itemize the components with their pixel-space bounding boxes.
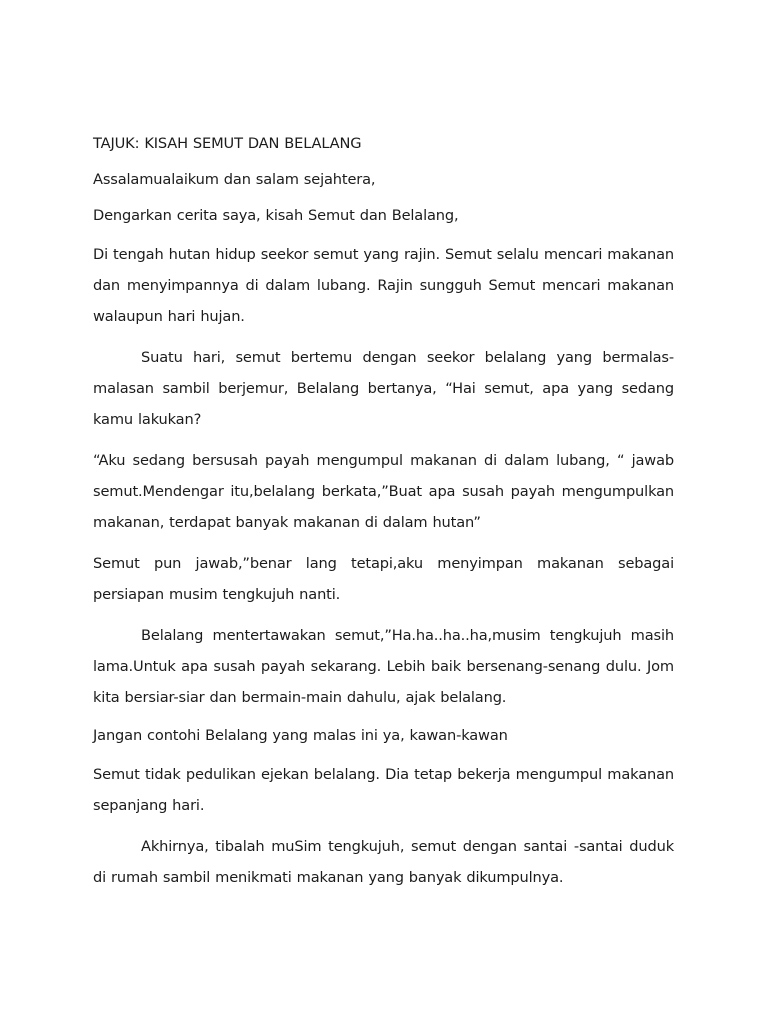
paragraph-story-5: Belalang mentertawakan semut,”Ha.ha..ha..ha,musim tengkujuh masih lama.Untuk apa susah payah sekarang. Lebih baik bersenang-senang dulu. Jom kita bersiar-siar dan bermain-main dahulu, ajak belalang. <box>93 627 674 706</box>
paragraph-intro: Dengarkan cerita saya, kisah Semut dan Belalang, <box>93 207 459 224</box>
paragraph-ending: Akhirnya, tibalah muSim tengkujuh, semut dengan santai -santai duduk di rumah sambil menikmati makanan yang banyak dikumpulnya. <box>93 838 674 886</box>
paragraph-story-2: Suatu hari, semut bertemu dengan seekor belalang yang bermalas-malasan sambil berjemur, Belalang bertanya, “Hai semut, apa yang sedang kamu lakukan? <box>93 349 674 428</box>
document-title: TAJUK: KISAH SEMUT DAN BELALANG <box>93 135 362 152</box>
document-body <box>93 131 674 893</box>
paragraph-story-4: Semut pun jawab,”benar lang tetapi,aku menyimpan makanan sebagai persiapan musim tengkujuh nanti. <box>93 555 674 603</box>
paragraph-story-6: Semut tidak pedulikan ejekan belalang. Dia tetap bekerja mengumpul makanan sepanjang hari. <box>93 766 674 814</box>
paragraph-greeting: Assalamualaikum dan salam sejahtera, <box>93 171 376 188</box>
paragraph-story-3: “Aku sedang bersusah payah mengumpul makanan di dalam lubang, “ jawab semut.Mendengar itu,belalang berkata,”Buat apa susah payah mengumpulkan makanan, terdapat banyak makanan di dalam hutan” <box>93 452 674 531</box>
paragraph-story-1: Di tengah hutan hidup seekor semut yang rajin. Semut selalu mencari makanan dan menyimpannya di dalam lubang. Rajin sungguh Semut mencari makanan walaupun hari hujan. <box>93 246 674 325</box>
paragraph-moral: Jangan contohi Belalang yang malas ini ya, kawan-kawan <box>93 727 508 744</box>
